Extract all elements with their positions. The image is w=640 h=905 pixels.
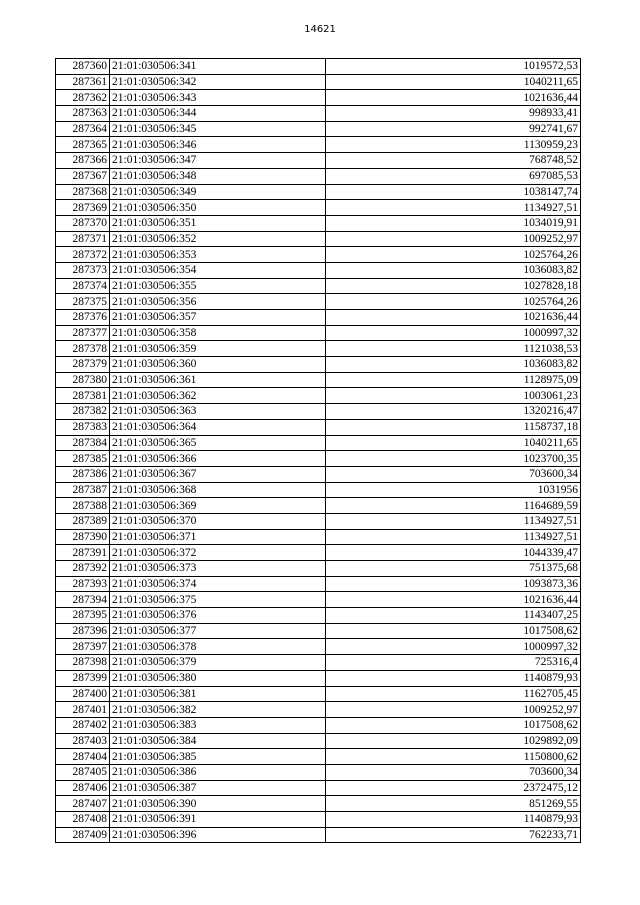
row-id: 287379 <box>56 357 110 373</box>
cadastral-value: 1130959,23 <box>326 137 581 153</box>
row-id: 287375 <box>56 294 110 310</box>
cadastral-number: 21:01:030506:376 <box>110 608 326 624</box>
cadastral-number: 21:01:030506:362 <box>110 388 326 404</box>
table-row <box>56 106 581 122</box>
row-id: 287385 <box>56 451 110 467</box>
row-id: 287369 <box>56 200 110 216</box>
row-id: 287377 <box>56 325 110 341</box>
cadastral-number: 21:01:030506:374 <box>110 576 326 592</box>
cadastral-value: 1009252,97 <box>326 702 581 718</box>
row-id: 287403 <box>56 733 110 749</box>
table-row <box>56 466 581 482</box>
row-id: 287397 <box>56 639 110 655</box>
cadastral-value: 1040211,65 <box>326 74 581 90</box>
cadastral-number: 21:01:030506:375 <box>110 592 326 608</box>
row-id: 287405 <box>56 764 110 780</box>
row-id: 287395 <box>56 608 110 624</box>
cadastral-number: 21:01:030506:379 <box>110 655 326 671</box>
table-row <box>56 655 581 671</box>
cadastral-value: 1040211,65 <box>326 435 581 451</box>
table-row <box>56 482 581 498</box>
row-id: 287364 <box>56 121 110 137</box>
table-row <box>56 529 581 545</box>
table-row <box>56 608 581 624</box>
table-body <box>56 59 581 843</box>
row-id: 287378 <box>56 341 110 357</box>
table-row <box>56 796 581 812</box>
table-row <box>56 137 581 153</box>
row-id: 287392 <box>56 561 110 577</box>
cadastral-number: 21:01:030506:370 <box>110 513 326 529</box>
row-id: 287362 <box>56 90 110 106</box>
cadastral-value: 1134927,51 <box>326 529 581 545</box>
row-id: 287390 <box>56 529 110 545</box>
cadastral-number: 21:01:030506:383 <box>110 717 326 733</box>
table-row <box>56 404 581 420</box>
cadastral-value: 1021636,44 <box>326 592 581 608</box>
cadastral-number: 21:01:030506:381 <box>110 686 326 702</box>
cadastral-value: 1021636,44 <box>326 90 581 106</box>
cadastral-value: 1121038,53 <box>326 341 581 357</box>
row-id: 287367 <box>56 168 110 184</box>
cadastral-number: 21:01:030506:343 <box>110 90 326 106</box>
table-row <box>56 262 581 278</box>
cadastral-value: 2372475,12 <box>326 780 581 796</box>
table-row <box>56 749 581 765</box>
row-id: 287384 <box>56 435 110 451</box>
cadastral-number: 21:01:030506:367 <box>110 466 326 482</box>
cadastral-number: 21:01:030506:342 <box>110 74 326 90</box>
cadastral-number: 21:01:030506:350 <box>110 200 326 216</box>
cadastral-number: 21:01:030506:385 <box>110 749 326 765</box>
row-id: 287373 <box>56 262 110 278</box>
row-id: 287409 <box>56 827 110 843</box>
cadastral-value: 1140879,93 <box>326 812 581 828</box>
cadastral-value: 1036083,82 <box>326 262 581 278</box>
cadastral-number: 21:01:030506:345 <box>110 121 326 137</box>
cadastral-value: 1017508,62 <box>326 717 581 733</box>
table-row <box>56 780 581 796</box>
cadastral-value: 762233,71 <box>326 827 581 843</box>
table-row <box>56 90 581 106</box>
row-id: 287402 <box>56 717 110 733</box>
table-row <box>56 670 581 686</box>
cadastral-number: 21:01:030506:364 <box>110 419 326 435</box>
table-row <box>56 686 581 702</box>
cadastral-number: 21:01:030506:391 <box>110 812 326 828</box>
table-row <box>56 827 581 843</box>
row-id: 287401 <box>56 702 110 718</box>
cadastral-number: 21:01:030506:344 <box>110 106 326 122</box>
row-id: 287386 <box>56 466 110 482</box>
cadastral-number: 21:01:030506:346 <box>110 137 326 153</box>
cadastral-value: 1000997,32 <box>326 639 581 655</box>
cadastral-value: 1143407,25 <box>326 608 581 624</box>
cadastral-value: 703600,34 <box>326 764 581 780</box>
cadastral-number: 21:01:030506:352 <box>110 231 326 247</box>
cadastral-value: 1000997,32 <box>326 325 581 341</box>
row-id: 287370 <box>56 215 110 231</box>
cadastral-value: 1093873,36 <box>326 576 581 592</box>
table-row <box>56 733 581 749</box>
cadastral-number: 21:01:030506:349 <box>110 184 326 200</box>
table-row <box>56 278 581 294</box>
row-id: 287382 <box>56 404 110 420</box>
cadastral-value: 1009252,97 <box>326 231 581 247</box>
cadastral-number: 21:01:030506:382 <box>110 702 326 718</box>
table-row <box>56 74 581 90</box>
table-row <box>56 639 581 655</box>
cadastral-number: 21:01:030506:390 <box>110 796 326 812</box>
row-id: 287380 <box>56 372 110 388</box>
cadastral-number: 21:01:030506:386 <box>110 764 326 780</box>
cadastral-number: 21:01:030506:348 <box>110 168 326 184</box>
cadastral-number: 21:01:030506:355 <box>110 278 326 294</box>
cadastral-value: 1019572,53 <box>326 59 581 75</box>
row-id: 287366 <box>56 153 110 169</box>
cadastral-value: 1036083,82 <box>326 357 581 373</box>
table-row <box>56 498 581 514</box>
cadastral-number: 21:01:030506:361 <box>110 372 326 388</box>
cadastral-number: 21:01:030506:371 <box>110 529 326 545</box>
cadastral-number: 21:01:030506:387 <box>110 780 326 796</box>
row-id: 287404 <box>56 749 110 765</box>
cadastral-value: 1023700,35 <box>326 451 581 467</box>
row-id: 287363 <box>56 106 110 122</box>
table-row <box>56 168 581 184</box>
cadastral-value: 1044339,47 <box>326 545 581 561</box>
cadastral-number: 21:01:030506:372 <box>110 545 326 561</box>
cadastral-value: 1164689,59 <box>326 498 581 514</box>
cadastral-value: 1021636,44 <box>326 310 581 326</box>
table-row <box>56 419 581 435</box>
cadastral-value-table <box>55 58 581 843</box>
cadastral-value: 1029892,09 <box>326 733 581 749</box>
row-id: 287396 <box>56 623 110 639</box>
row-id: 287393 <box>56 576 110 592</box>
cadastral-number: 21:01:030506:380 <box>110 670 326 686</box>
table-row <box>56 200 581 216</box>
table-row <box>56 702 581 718</box>
cadastral-value: 1025764,26 <box>326 294 581 310</box>
row-id: 287406 <box>56 780 110 796</box>
cadastral-number: 21:01:030506:378 <box>110 639 326 655</box>
table-row <box>56 247 581 263</box>
table-row <box>56 561 581 577</box>
table-row <box>56 451 581 467</box>
row-id: 287389 <box>56 513 110 529</box>
cadastral-value: 725316,4 <box>326 655 581 671</box>
table-row <box>56 357 581 373</box>
cadastral-number: 21:01:030506:363 <box>110 404 326 420</box>
table-row <box>56 310 581 326</box>
table-row <box>56 184 581 200</box>
table-row <box>56 576 581 592</box>
cadastral-value: 1031956 <box>326 482 581 498</box>
table-row <box>56 231 581 247</box>
cadastral-number: 21:01:030506:365 <box>110 435 326 451</box>
table-row <box>56 717 581 733</box>
cadastral-value: 1320216,47 <box>326 404 581 420</box>
table-row <box>56 764 581 780</box>
cadastral-value: 1003061,23 <box>326 388 581 404</box>
cadastral-value: 1128975,09 <box>326 372 581 388</box>
row-id: 287399 <box>56 670 110 686</box>
table-row <box>56 372 581 388</box>
cadastral-number: 21:01:030506:354 <box>110 262 326 278</box>
cadastral-number: 21:01:030506:359 <box>110 341 326 357</box>
cadastral-number: 21:01:030506:368 <box>110 482 326 498</box>
cadastral-value: 998933,41 <box>326 106 581 122</box>
row-id: 287360 <box>56 59 110 75</box>
cadastral-number: 21:01:030506:377 <box>110 623 326 639</box>
row-id: 287371 <box>56 231 110 247</box>
table-row <box>56 812 581 828</box>
table-row <box>56 592 581 608</box>
row-id: 287374 <box>56 278 110 294</box>
cadastral-value: 1150800,62 <box>326 749 581 765</box>
table-row <box>56 545 581 561</box>
row-id: 287383 <box>56 419 110 435</box>
table-row <box>56 623 581 639</box>
row-id: 287361 <box>56 74 110 90</box>
table-row <box>56 153 581 169</box>
cadastral-value: 703600,34 <box>326 466 581 482</box>
row-id: 287407 <box>56 796 110 812</box>
cadastral-value: 1017508,62 <box>326 623 581 639</box>
cadastral-number: 21:01:030506:366 <box>110 451 326 467</box>
cadastral-number: 21:01:030506:356 <box>110 294 326 310</box>
table-row <box>56 215 581 231</box>
table-row <box>56 513 581 529</box>
cadastral-value: 697085,53 <box>326 168 581 184</box>
cadastral-value: 1134927,51 <box>326 200 581 216</box>
table-row <box>56 388 581 404</box>
cadastral-value: 992741,67 <box>326 121 581 137</box>
cadastral-value: 851269,55 <box>326 796 581 812</box>
cadastral-number: 21:01:030506:360 <box>110 357 326 373</box>
table-row <box>56 435 581 451</box>
row-id: 287408 <box>56 812 110 828</box>
cadastral-number: 21:01:030506:384 <box>110 733 326 749</box>
page-number: 14621 <box>304 24 336 35</box>
cadastral-value: 1158737,18 <box>326 419 581 435</box>
cadastral-value: 768748,52 <box>326 153 581 169</box>
cadastral-value: 1134927,51 <box>326 513 581 529</box>
cadastral-value: 751375,68 <box>326 561 581 577</box>
row-id: 287398 <box>56 655 110 671</box>
cadastral-number: 21:01:030506:358 <box>110 325 326 341</box>
table-row <box>56 341 581 357</box>
row-id: 287388 <box>56 498 110 514</box>
cadastral-value: 1027828,18 <box>326 278 581 294</box>
row-id: 287400 <box>56 686 110 702</box>
cadastral-number: 21:01:030506:357 <box>110 310 326 326</box>
cadastral-number: 21:01:030506:369 <box>110 498 326 514</box>
row-id: 287368 <box>56 184 110 200</box>
row-id: 287394 <box>56 592 110 608</box>
cadastral-value: 1038147,74 <box>326 184 581 200</box>
row-id: 287365 <box>56 137 110 153</box>
table-row <box>56 59 581 75</box>
table-row <box>56 121 581 137</box>
cadastral-number: 21:01:030506:373 <box>110 561 326 577</box>
table-row <box>56 325 581 341</box>
cadastral-value: 1140879,93 <box>326 670 581 686</box>
row-id: 287387 <box>56 482 110 498</box>
cadastral-number: 21:01:030506:351 <box>110 215 326 231</box>
row-id: 287381 <box>56 388 110 404</box>
table-row <box>56 294 581 310</box>
cadastral-value: 1034019,91 <box>326 215 581 231</box>
cadastral-value: 1025764,26 <box>326 247 581 263</box>
cadastral-number: 21:01:030506:353 <box>110 247 326 263</box>
cadastral-number: 21:01:030506:396 <box>110 827 326 843</box>
row-id: 287372 <box>56 247 110 263</box>
row-id: 287376 <box>56 310 110 326</box>
cadastral-number: 21:01:030506:347 <box>110 153 326 169</box>
row-id: 287391 <box>56 545 110 561</box>
cadastral-value: 1162705,45 <box>326 686 581 702</box>
cadastral-number: 21:01:030506:341 <box>110 59 326 75</box>
